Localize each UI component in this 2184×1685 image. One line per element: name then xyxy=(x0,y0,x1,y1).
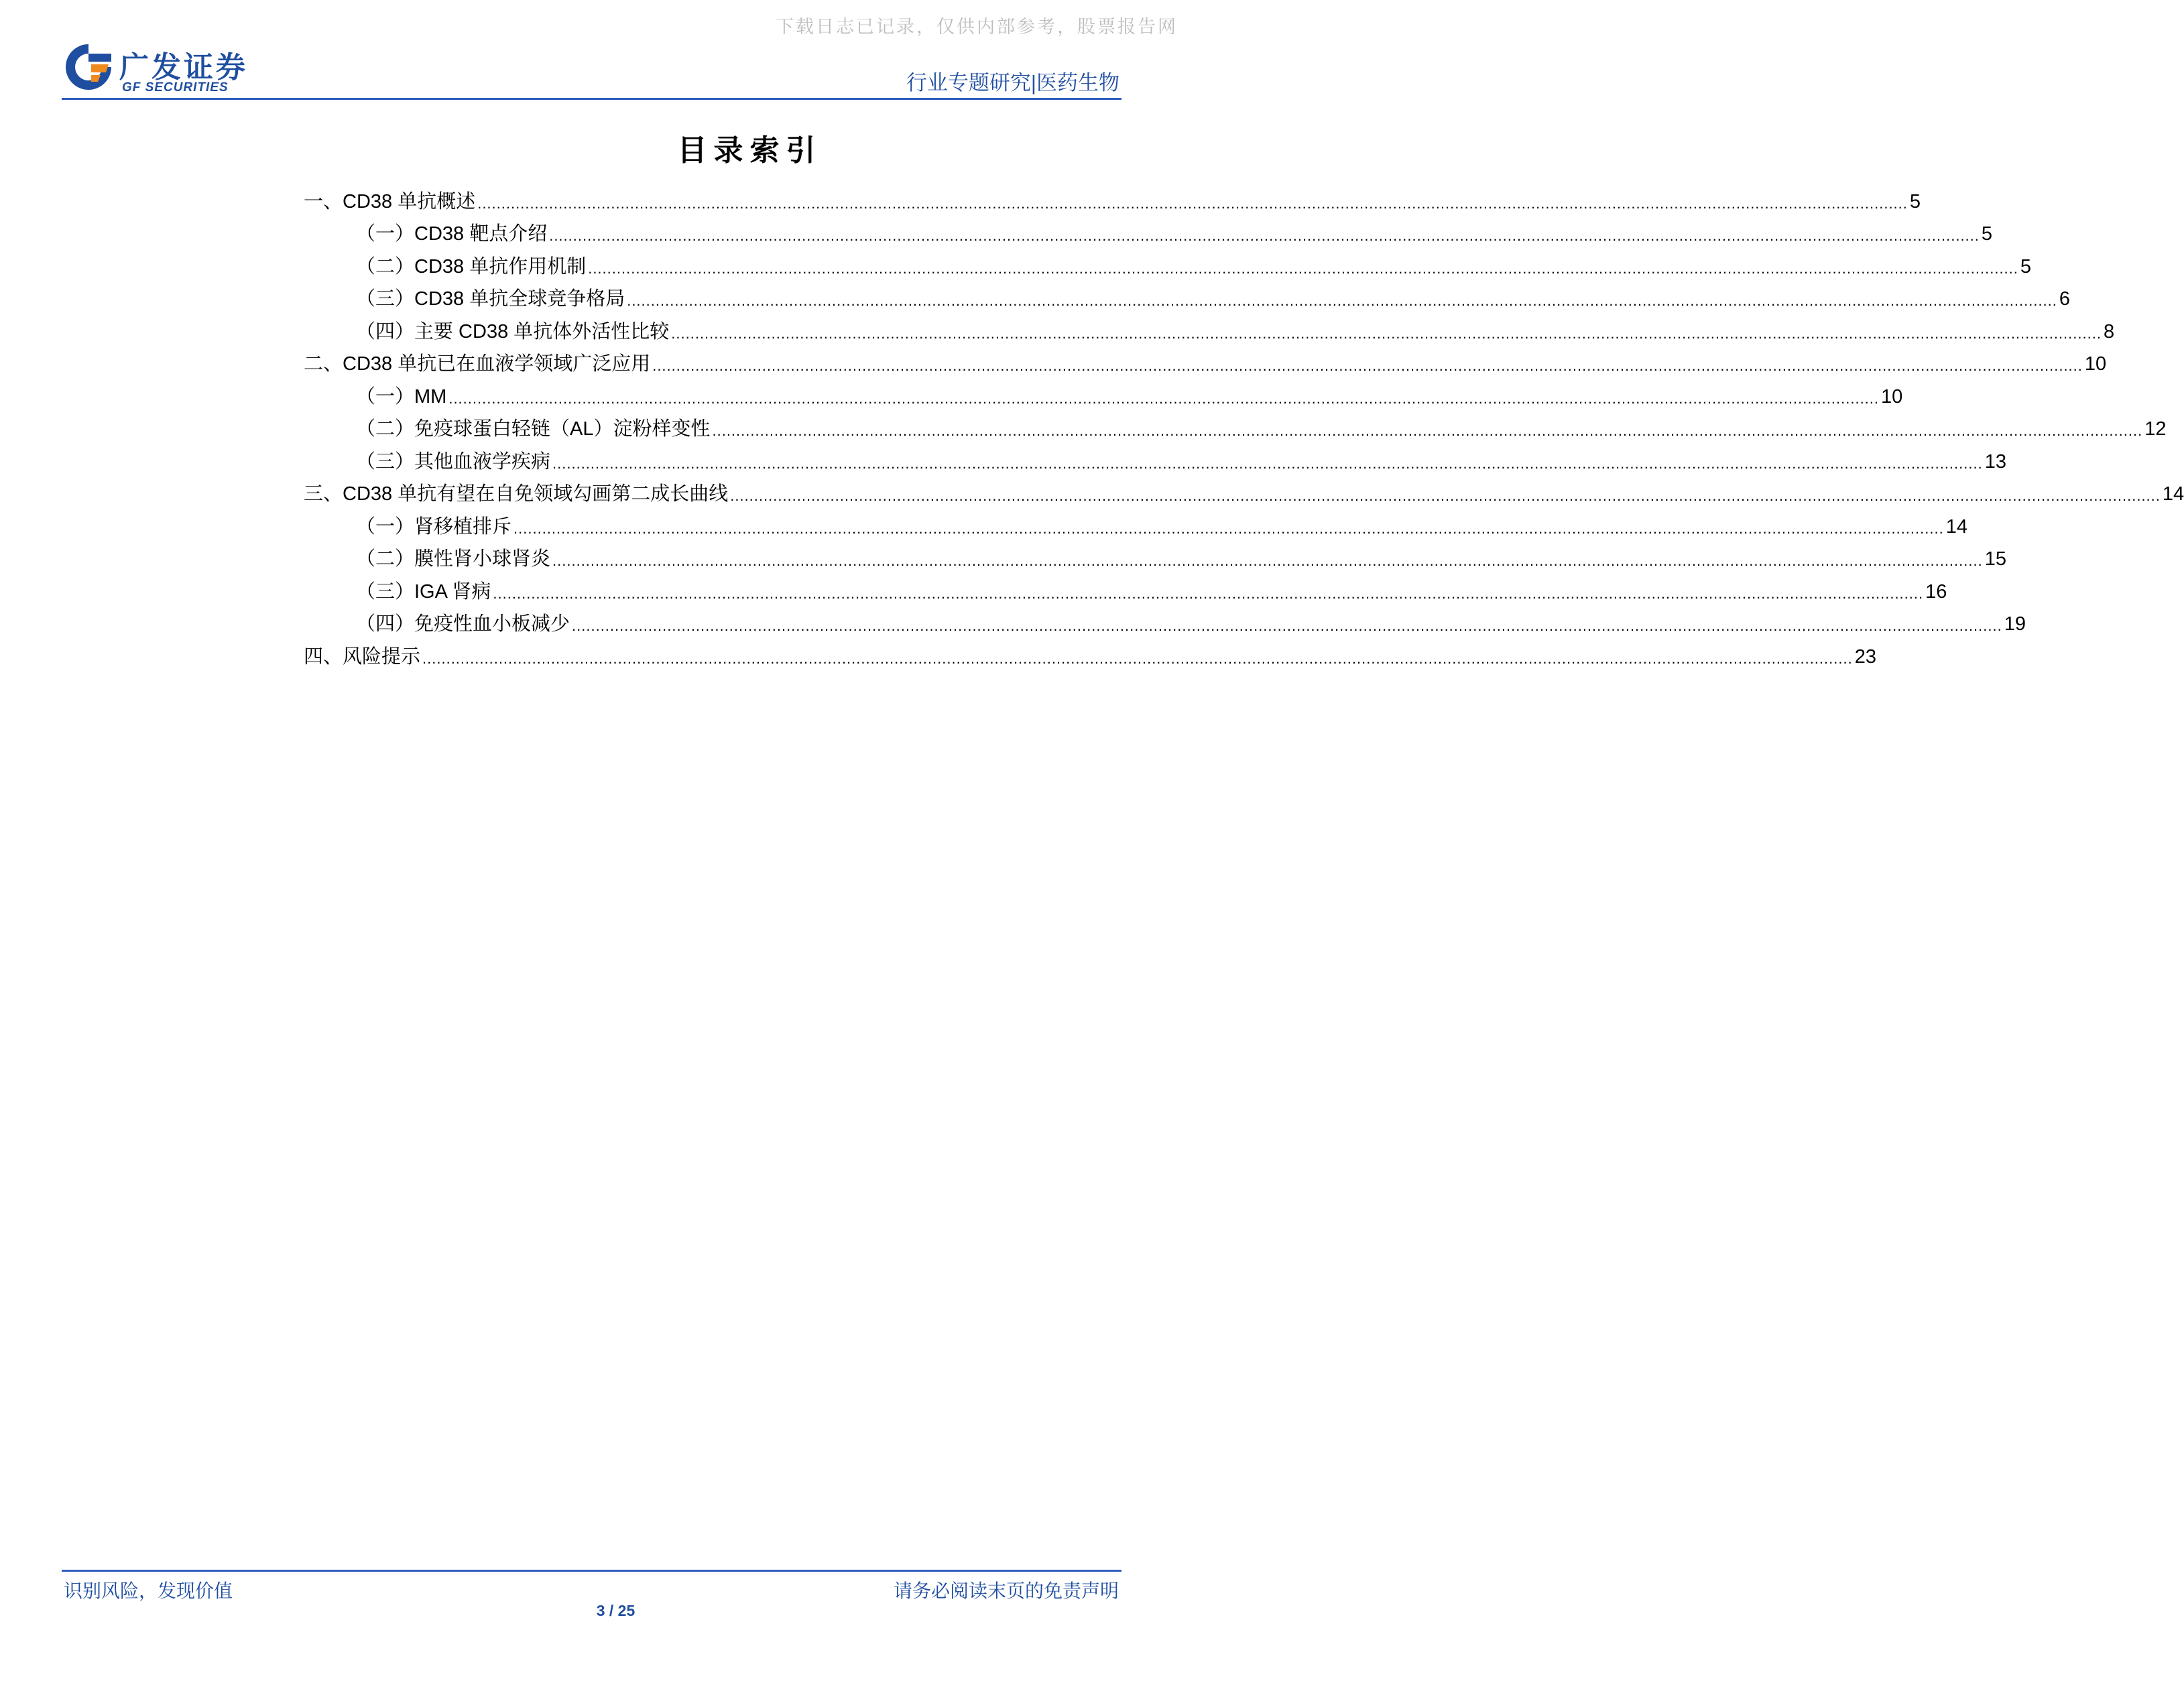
toc-entry-page: 5 xyxy=(1981,223,1993,245)
toc-entry-page: 12 xyxy=(2144,418,2167,440)
toc-dot-leader: ............................................................................................................................................................................................................................................................................................................ xyxy=(552,454,1983,472)
toc-entry-label: （三）IGA 肾病 xyxy=(356,580,491,603)
toc-dot-leader: ............................................................................................................................................................................................................................................................................................................ xyxy=(627,292,2057,309)
toc-entry[interactable] xyxy=(304,636,1876,669)
toc-title: 目录索引 xyxy=(677,133,823,168)
toc-entry[interactable] xyxy=(304,409,2167,442)
toc-dot-leader: ............................................................................................................................................................................................................................................................................................................ xyxy=(477,194,1908,212)
toc-dot-leader: ............................................................................................................................................................................................................................................................................................................ xyxy=(448,389,1880,407)
toc-entry-label: 一、CD38 单抗概述 xyxy=(304,190,476,212)
report-category: 行业专题研究|医药生物 xyxy=(906,71,1119,95)
toc-dot-leader: ............................................................................................................................................................................................................................................................................................................ xyxy=(513,519,1944,537)
toc-dot-leader: ............................................................................................................................................................................................................................................................................................................ xyxy=(671,324,2102,342)
toc-entry-label: 三、CD38 单抗有望在自免领域勾画第二成长曲线 xyxy=(304,483,729,505)
toc-dot-leader: ............................................................................................................................................................................................................................................................................................................ xyxy=(652,357,2083,374)
toc-entry[interactable] xyxy=(304,311,2115,344)
toc-entry-page: 5 xyxy=(1909,190,1921,212)
toc-entry-page: 5 xyxy=(2020,255,2032,277)
toc-entry-label: （三）其他血液学疾病 xyxy=(356,450,551,473)
toc-entry-label: （四）免疫性血小板减少 xyxy=(356,613,570,635)
toc-entry[interactable] xyxy=(304,604,2026,637)
toc-entry-label: 二、CD38 单抗已在血液学领域广泛应用 xyxy=(304,353,651,375)
toc-entry[interactable] xyxy=(304,214,1993,247)
logo-chinese-name: 广发证券 xyxy=(119,50,248,84)
toc-dot-leader: ............................................................................................................................................................................................................................................................................................................ xyxy=(422,649,1853,667)
watermark-text: 下载日志已记录，仅供内部参考，股票报告网 xyxy=(776,17,1178,38)
logo-english-name: GF SECURITIES xyxy=(122,80,229,95)
toc-entry[interactable] xyxy=(304,376,1903,409)
toc-entry[interactable] xyxy=(304,246,2032,279)
toc-dot-leader: ............................................................................................................................................................................................................................................................................................................ xyxy=(572,617,2002,634)
toc-entry-label: （一）肾移植排斥 xyxy=(356,515,512,538)
toc-dot-leader: ............................................................................................................................................................................................................................................................................................................ xyxy=(552,552,1983,569)
toc-entry[interactable] xyxy=(304,506,1967,539)
page-number: 3 / 25 xyxy=(596,1602,635,1619)
toc-entry-label: （一）MM xyxy=(356,385,447,408)
footer-disclaimer: 请务必阅读末页的免责声明 xyxy=(893,1580,1119,1601)
gf-logo-icon xyxy=(62,40,115,94)
toc-entry[interactable] xyxy=(304,474,2184,507)
toc-entry-label: （二）膜性肾小球肾炎 xyxy=(356,548,551,570)
footer-slogan: 识别风险，发现价值 xyxy=(64,1580,233,1601)
toc-entry[interactable] xyxy=(304,344,2107,377)
toc-entry-page: 6 xyxy=(2059,288,2071,310)
footer-divider xyxy=(62,1570,1121,1572)
table-of-contents xyxy=(304,181,2184,669)
toc-dot-leader: ............................................................................................................................................................................................................................................................................................................ xyxy=(588,259,2018,277)
toc-entry[interactable] xyxy=(304,539,2006,572)
toc-entry-page: 14 xyxy=(2162,483,2184,505)
toc-dot-leader: ............................................................................................................................................................................................................................................................................................................ xyxy=(730,487,2161,504)
header-divider xyxy=(62,98,1121,100)
toc-entry-label: （三）CD38 单抗全球竞争格局 xyxy=(356,288,625,310)
company-logo xyxy=(62,39,256,99)
toc-entry-label: 四、风险提示 xyxy=(304,645,421,668)
toc-entry[interactable] xyxy=(304,279,2071,312)
toc-dot-leader: ............................................................................................................................................................................................................................................................................................................ xyxy=(712,422,2143,439)
toc-entry-page: 8 xyxy=(2103,320,2115,342)
toc-entry-page: 15 xyxy=(1984,548,2006,570)
toc-entry-page: 13 xyxy=(1984,450,2006,473)
toc-entry-label: （一）CD38 靶点介绍 xyxy=(356,223,548,245)
toc-entry[interactable] xyxy=(304,181,1921,214)
toc-entry-label: （二）免疫球蛋白轻链（AL）淀粉样变性 xyxy=(356,418,711,440)
toc-entry[interactable] xyxy=(304,571,1947,604)
toc-entry-page: 14 xyxy=(1945,515,1967,538)
toc-entry-page: 16 xyxy=(1925,580,1947,603)
toc-entry-page: 23 xyxy=(1854,645,1876,668)
toc-dot-leader: ............................................................................................................................................................................................................................................................................................................ xyxy=(549,227,1980,244)
toc-entry-page: 19 xyxy=(2004,613,2026,635)
toc-entry-label: （四）主要 CD38 单抗体外活性比较 xyxy=(356,320,670,342)
toc-entry-label: （二）CD38 单抗作用机制 xyxy=(356,255,587,277)
toc-entry[interactable] xyxy=(304,441,2006,474)
toc-entry-page: 10 xyxy=(1881,385,1903,408)
toc-entry-page: 10 xyxy=(2084,353,2107,375)
toc-dot-leader: ............................................................................................................................................................................................................................................................................................................ xyxy=(493,584,1924,602)
